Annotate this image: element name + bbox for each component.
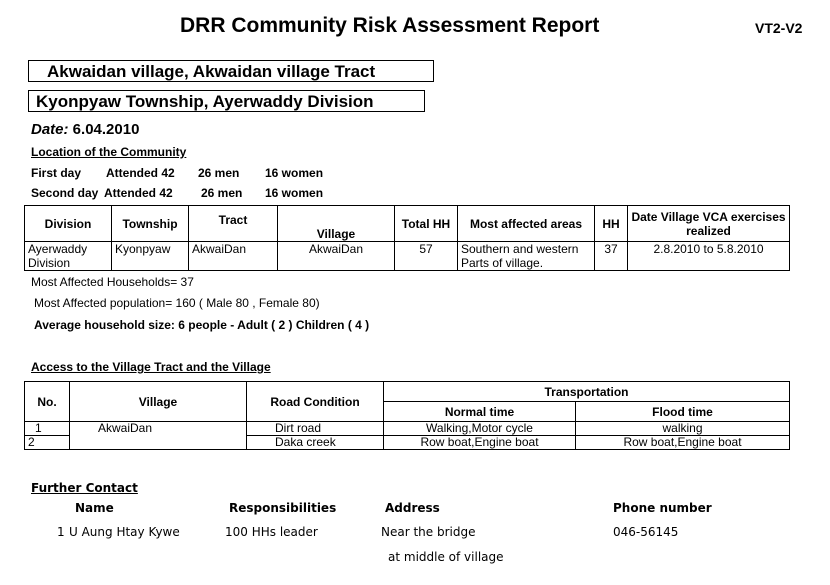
contact-col-responsibilities: Responsibilities bbox=[229, 501, 337, 515]
contact-name: U Aung Htay Kywe bbox=[69, 525, 180, 539]
contact-address: Near the bridge bbox=[381, 525, 476, 539]
cell-flood: Row boat,Engine boat bbox=[576, 436, 790, 450]
day2-women: 16 women bbox=[265, 186, 324, 200]
contact-col-phone: Phone number bbox=[613, 501, 712, 515]
col-affected-areas: Most affected areas bbox=[458, 206, 595, 242]
col-flood-time: Flood time bbox=[576, 402, 790, 422]
cell-hh: 37 bbox=[595, 242, 628, 271]
contact-heading: Further Contact bbox=[31, 481, 138, 495]
cell-township: Kyonpyaw bbox=[112, 242, 189, 271]
cell-no: 1 bbox=[25, 422, 70, 436]
col-tract: Tract bbox=[189, 206, 278, 242]
col-road-condition: Road Condition bbox=[247, 382, 384, 422]
avg-household-size: Average household size: 6 people - Adult ( 2 ) Children ( 4 ) bbox=[34, 318, 370, 332]
day1-men: 26 men bbox=[198, 166, 240, 180]
day1-women: 16 women bbox=[265, 166, 324, 180]
cell-village: AkwaiDan bbox=[70, 422, 247, 450]
date-value: 6.04.2010 bbox=[68, 121, 140, 138]
col-hh: HH bbox=[595, 206, 628, 242]
day2-label: Second day bbox=[31, 186, 99, 200]
cell-road: Daka creek bbox=[247, 436, 384, 450]
col-normal-time: Normal time bbox=[384, 402, 576, 422]
contact-col-name: Name bbox=[75, 501, 114, 515]
affected-households: Most Affected Households= 37 bbox=[31, 275, 194, 289]
township-box: Kyonpyaw Township, Ayerwaddy Division bbox=[28, 90, 425, 112]
col-township: Township bbox=[112, 206, 189, 242]
cell-division: Ayerwaddy Division bbox=[25, 242, 112, 271]
col-division: Division bbox=[25, 206, 112, 242]
table-row bbox=[25, 242, 790, 271]
day2-attended: Attended 42 bbox=[104, 186, 173, 200]
summary-header-row bbox=[25, 206, 790, 242]
report-code: VT2-V2 bbox=[755, 20, 803, 36]
cell-total-hh: 57 bbox=[395, 242, 458, 271]
cell-village: AkwaiDan bbox=[278, 242, 395, 271]
col-village: Village bbox=[278, 206, 395, 242]
date-line bbox=[31, 121, 139, 138]
contact-no: 1 bbox=[57, 525, 65, 539]
day2-men: 26 men bbox=[201, 186, 243, 200]
col-no: No. bbox=[25, 382, 70, 422]
affected-population: Most Affected population= 160 ( Male 80 , Female 80) bbox=[34, 296, 320, 310]
day1-label: First day bbox=[31, 166, 82, 180]
cell-affected-areas: Southern and western Parts of village. bbox=[458, 242, 595, 271]
access-table bbox=[24, 381, 790, 450]
cell-tract: AkwaiDan bbox=[189, 242, 278, 271]
summary-table bbox=[24, 205, 790, 271]
cell-no: 2 bbox=[25, 436, 70, 450]
contact-address-line2: at middle of village bbox=[388, 550, 504, 564]
col-total-hh: Total HH bbox=[395, 206, 458, 242]
cell-normal: Row boat,Engine boat bbox=[384, 436, 576, 450]
col-village: Village bbox=[70, 382, 247, 422]
report-title: DRR Community Risk Assessment Report bbox=[180, 14, 600, 37]
contact-phone: 046-56145 bbox=[613, 525, 679, 539]
cell-road: Dirt road bbox=[247, 422, 384, 436]
community-heading: Location of the Community bbox=[31, 145, 187, 159]
village-tract-box: Akwaidan village, Akwaidan village Tract bbox=[28, 60, 434, 82]
cell-flood: walking bbox=[576, 422, 790, 436]
access-header-row bbox=[25, 382, 790, 402]
table-row bbox=[25, 422, 790, 436]
col-vca-date: Date Village VCA exercises realized bbox=[628, 206, 790, 242]
cell-normal: Walking,Motor cycle bbox=[384, 422, 576, 436]
contact-responsibility: 100 HHs leader bbox=[225, 525, 318, 539]
contact-col-address: Address bbox=[385, 501, 440, 515]
day1-attended: Attended 42 bbox=[106, 166, 175, 180]
col-transportation: Transportation bbox=[384, 382, 790, 402]
access-heading: Access to the Village Tract and the Village bbox=[31, 360, 271, 374]
cell-vca-date: 2.8.2010 to 5.8.2010 bbox=[628, 242, 790, 271]
date-label: Date: bbox=[31, 121, 69, 138]
